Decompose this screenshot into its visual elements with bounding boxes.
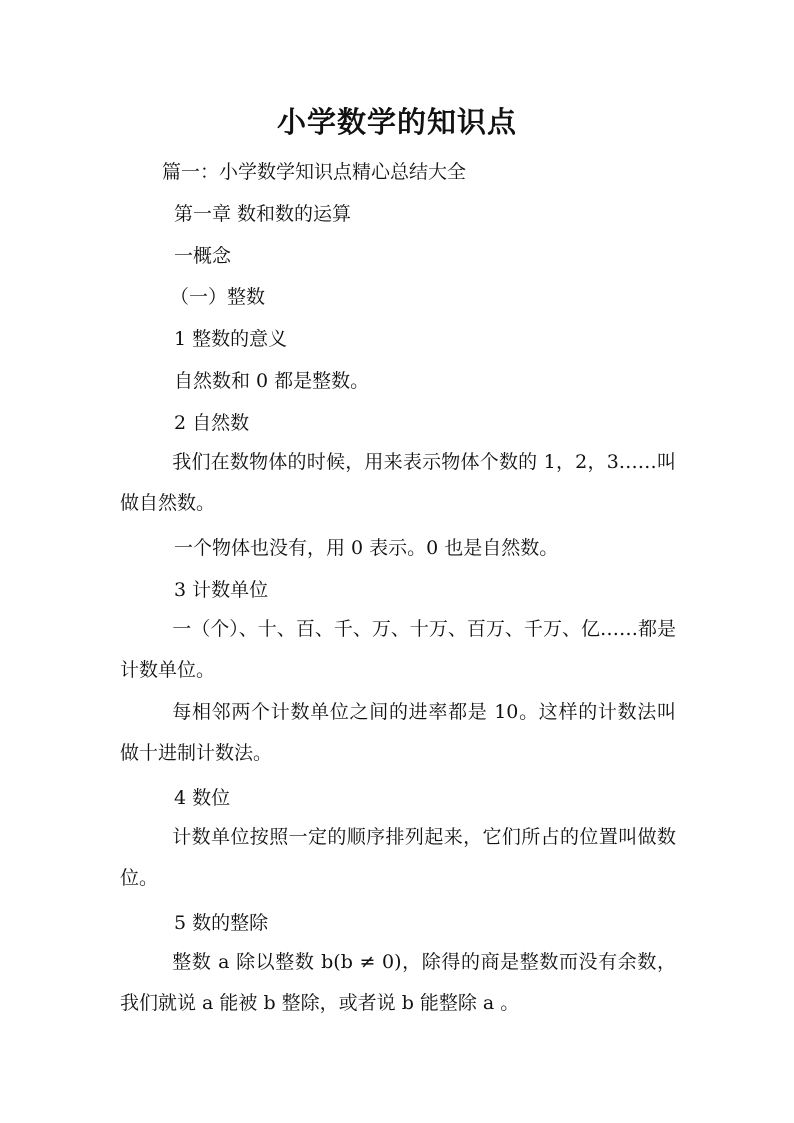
item4-paragraph: 计数单位按照一定的顺序排列起来，它们所占的位置叫做数位。 bbox=[120, 826, 676, 889]
item2-paragraph-a: 我们在数物体的时候，用来表示物体个数的 1，2，3……叫做自然数。 bbox=[120, 451, 676, 514]
item5-paragraph: 整数 a 除以整数 b(b ≠ 0)，除得的商是整数而没有余数，我们就说 a 能被 b 整除，或者说 b 能整除 a 。 bbox=[120, 951, 676, 1014]
item1-heading: 1 整数的意义 bbox=[174, 328, 288, 350]
item3-heading: 3 计数单位 bbox=[174, 579, 269, 601]
item3-paragraph-b: 每相邻两个计数单位之间的进率都是 10。这样的计数法叫做十进制计数法。 bbox=[120, 701, 676, 764]
item2-heading: 2 自然数 bbox=[174, 412, 250, 434]
item5-heading: 5 数的整除 bbox=[174, 912, 269, 934]
subsection-heading: （一）整数 bbox=[170, 286, 266, 308]
section-heading: 篇一：小学数学知识点精心总结大全 bbox=[162, 161, 467, 183]
document-title: 小学数学的知识点 bbox=[276, 105, 517, 139]
item3-paragraph-a: 一（个）、十、百、千、万、十万、百万、千万、亿……都是计数单位。 bbox=[120, 618, 676, 681]
item2-paragraph-b: 一个物体也没有，用 0 表示。0 也是自然数。 bbox=[174, 537, 559, 559]
item4-heading: 4 数位 bbox=[174, 787, 231, 809]
part-heading: 一概念 bbox=[174, 245, 232, 267]
item1-text: 自然数和 0 都是整数。 bbox=[174, 370, 370, 392]
chapter-heading: 第一章 数和数的运算 bbox=[174, 203, 352, 225]
